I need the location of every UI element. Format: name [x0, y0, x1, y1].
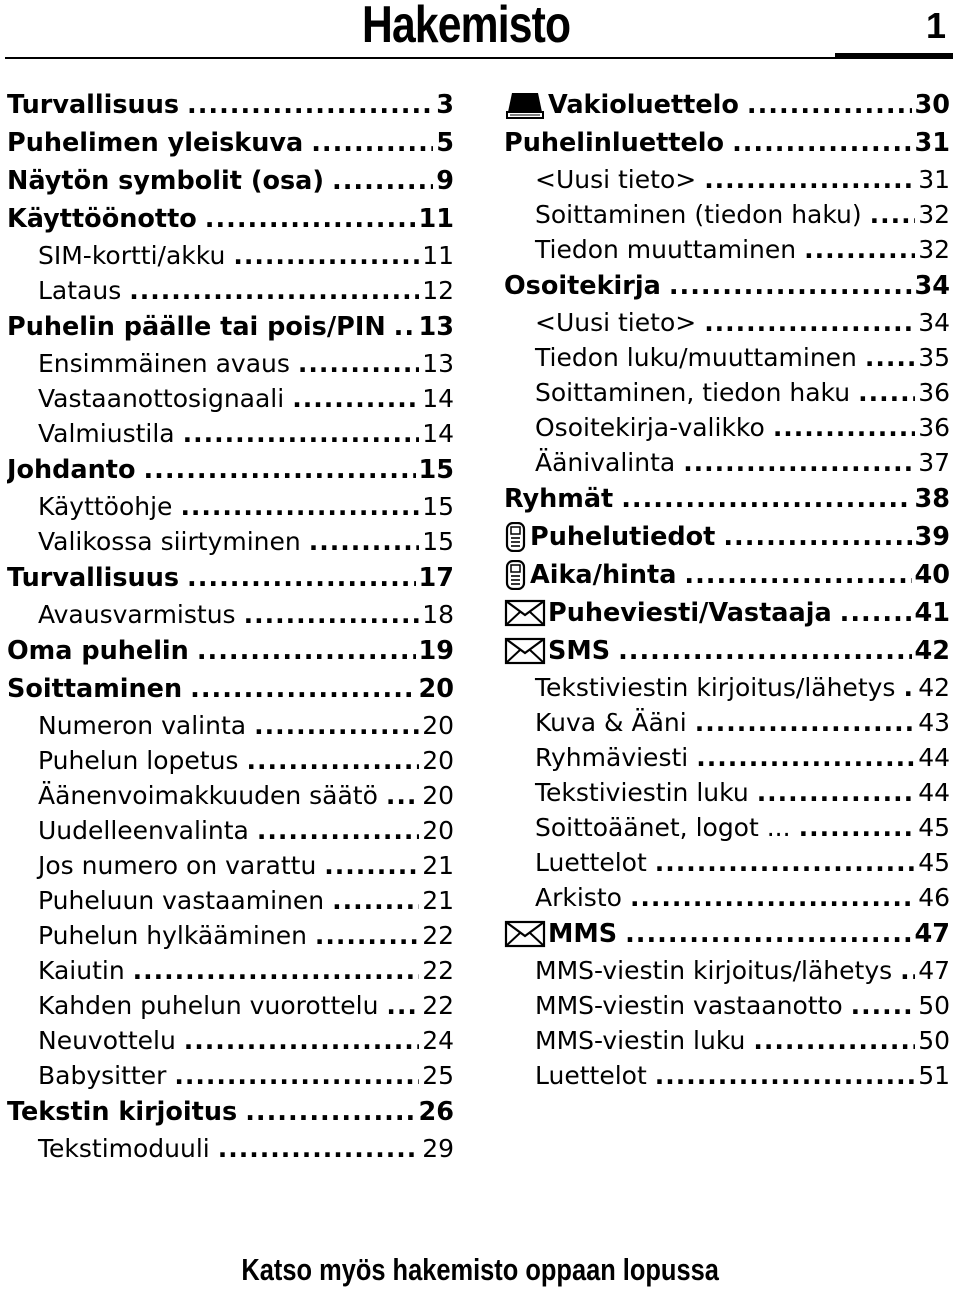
toc-entry-label: Käyttöönotto [7, 204, 197, 234]
toc-entry-label: Soittaminen, tiedon haku [535, 378, 851, 407]
toc-entry [7, 632, 454, 670]
toc-entry [504, 375, 950, 410]
toc-entry [7, 778, 454, 813]
toc-entry-page: 38 [914, 484, 950, 514]
toc-entry-page: 12 [422, 276, 454, 305]
toc-entry-page: 14 [422, 419, 454, 448]
dot-leader [143, 451, 415, 489]
toc-entry-label: Johdanto [7, 455, 136, 485]
dot-leader [804, 232, 915, 267]
toc-entry [504, 845, 950, 880]
toc-entry [504, 162, 950, 197]
toc-entry-page: 22 [422, 921, 454, 950]
toc-entry-label: Tiedon luku/muuttaminen [535, 343, 857, 372]
toc-entry [504, 1023, 950, 1058]
toc-entry-page: 45 [918, 813, 950, 842]
toc-entry-label: Lataus [38, 276, 122, 305]
toc-entry-page: 32 [918, 200, 950, 229]
toc-entry-page: 13 [418, 312, 454, 342]
toc-entry-label: Äänenvoimakkuuden säätö [38, 781, 378, 810]
dot-leader [757, 775, 916, 810]
toc-entry-label: Arkisto [535, 883, 622, 912]
toc-entry [7, 883, 454, 918]
dot-leader [309, 524, 419, 559]
toc-entry [7, 238, 454, 273]
toc-entry-label: Puhelun lopetus [38, 746, 239, 775]
dot-leader [180, 489, 419, 524]
toc-entry-label: Numeron valinta [38, 711, 247, 740]
dot-leader [386, 988, 419, 1023]
toc-entry-page: 11 [418, 204, 454, 234]
toc-column-right [504, 86, 950, 1093]
dot-leader [386, 778, 419, 813]
toc-entry [7, 1058, 454, 1093]
toc-entry-label: Kaiutin [38, 956, 125, 985]
toc-entry-label: <Uusi tieto> [535, 165, 697, 194]
toc-entry-label: Puhelin päälle tai pois/PIN [7, 312, 386, 342]
dot-leader [865, 340, 915, 375]
toc-entry-page: 34 [918, 308, 950, 337]
toc-entry-page: 31 [914, 128, 950, 158]
toc-entry [504, 518, 950, 556]
toc-entry-label: Ryhmäviesti [535, 743, 689, 772]
toc-entry-label: Luettelot [535, 1061, 647, 1090]
toc-entry [504, 124, 950, 162]
dot-leader [655, 1058, 915, 1093]
toc-entry-page: 13 [422, 349, 454, 378]
dot-leader [244, 597, 420, 632]
dot-leader [625, 915, 911, 953]
toc-entry-page: 24 [422, 1026, 454, 1055]
toc-entry [504, 1058, 950, 1093]
toc-entry [504, 705, 950, 740]
toc-entry-label: Näytön symbolit (osa) [7, 166, 325, 196]
toc-entry [504, 267, 950, 305]
toc-entry-page: 26 [418, 1097, 454, 1127]
toc-entry-label: Aika/hinta [530, 560, 677, 590]
toc-entry-label: Vastaanottosignaali [38, 384, 285, 413]
toc-entry-page: 5 [436, 128, 454, 158]
toc-entry [504, 670, 950, 705]
toc-entry-page: 42 [914, 636, 950, 666]
toc-entry-page: 50 [918, 1026, 950, 1055]
toc-entry [7, 670, 454, 708]
dot-leader [292, 381, 419, 416]
dot-leader [630, 880, 915, 915]
toc-entry-page: 40 [914, 560, 950, 590]
toc-entry [504, 740, 950, 775]
toc-entry-label: Jos numero on varattu [38, 851, 317, 880]
toc-entry-label: Äänivalinta [535, 448, 676, 477]
toc-entry [7, 346, 454, 381]
toc-entry [504, 305, 950, 340]
envelope-icon [504, 598, 548, 628]
dot-leader [695, 705, 915, 740]
toc-entry-page: 47 [918, 956, 950, 985]
dot-leader [246, 743, 419, 778]
toc-entry-page: 35 [918, 343, 950, 372]
toc-entry-label: Tekstiviestin luku [535, 778, 749, 807]
dot-leader [870, 197, 916, 232]
toc-entry-page: 22 [422, 991, 454, 1020]
dot-leader [298, 346, 419, 381]
toc-entry [7, 381, 454, 416]
toc-entry [7, 813, 454, 848]
toc-entry [7, 124, 454, 162]
toc-entry-page: 37 [918, 448, 950, 477]
dot-leader [205, 200, 416, 238]
dot-leader [184, 1023, 419, 1058]
toc-entry-page: 32 [918, 235, 950, 264]
toc-entry [7, 559, 454, 597]
toc-entry-page: 21 [422, 851, 454, 880]
dot-leader [799, 810, 916, 845]
toc-entry [7, 451, 454, 489]
toc-entry-page: 47 [914, 919, 950, 949]
dot-leader [684, 556, 911, 594]
dot-leader [732, 124, 911, 162]
toc-entry-page: 39 [914, 522, 950, 552]
toc-entry-page: 20 [422, 711, 454, 740]
toc-entry-label: Neuvottelu [38, 1026, 176, 1055]
toc-entry-page: 15 [422, 492, 454, 521]
dot-leader [669, 267, 912, 305]
dot-leader [696, 740, 915, 775]
toc-entry-label: Luettelot [535, 848, 647, 877]
toc-entry-page: 46 [918, 883, 950, 912]
toc-entry-page: 42 [918, 673, 950, 702]
dot-leader [187, 559, 415, 597]
phonebook-icon [504, 90, 548, 120]
toc-entry-label: Vakioluettelo [548, 90, 739, 120]
toc-entry-page: 44 [918, 743, 950, 772]
dot-leader [704, 305, 915, 340]
toc-entry [7, 200, 454, 238]
toc-entry-page: 20 [422, 746, 454, 775]
toc-entry [504, 410, 950, 445]
toc-entry-page: 21 [422, 886, 454, 915]
toc-entry [7, 708, 454, 743]
toc-entry-page: 34 [914, 271, 950, 301]
toc-entry-page: 36 [918, 378, 950, 407]
dot-leader [840, 594, 912, 632]
toc-entry [7, 848, 454, 883]
toc-entry-page: 15 [418, 455, 454, 485]
toc-entry-label: Puheviesti/Vastaaja [548, 598, 832, 628]
toc-entry-label: SIM-kortti/akku [38, 241, 226, 270]
toc-entry-label: Osoitekirja-valikko [535, 413, 765, 442]
dot-leader [218, 1131, 419, 1166]
toc-entry-page: 43 [918, 708, 950, 737]
toc-entry-label: Ensimmäinen avaus [38, 349, 290, 378]
toc-entry-label: Avausvarmistus [38, 600, 236, 629]
page-title: Hakemisto [362, 0, 571, 54]
toc-entry [7, 489, 454, 524]
toc-entry-label: Puhelinluettelo [504, 128, 725, 158]
dot-leader [324, 848, 419, 883]
toc-entry [504, 632, 950, 670]
toc-entry-label: SMS [548, 636, 611, 666]
dot-leader [233, 238, 419, 273]
toc-entry [7, 1131, 454, 1166]
toc-entry [504, 915, 950, 953]
dot-leader [129, 273, 419, 308]
toc-entry-page: 20 [418, 674, 454, 704]
dot-leader [332, 883, 419, 918]
toc-entry-page: 29 [422, 1134, 454, 1163]
dot-leader [394, 308, 416, 346]
toc-entry [504, 880, 950, 915]
header-rule-thick [835, 53, 953, 59]
toc-entry-label: Soittaminen (tiedon haku) [535, 200, 862, 229]
phone-icon [504, 560, 530, 590]
dot-leader [311, 124, 433, 162]
dot-leader [723, 518, 911, 556]
toc-entry [7, 743, 454, 778]
dot-leader [858, 375, 915, 410]
toc-entry-page: 44 [918, 778, 950, 807]
dot-leader [621, 480, 911, 518]
toc-entry-label: MMS [548, 919, 618, 949]
toc-entry-label: Soittaminen [7, 674, 183, 704]
toc-entry-page: 22 [422, 956, 454, 985]
toc-entry [7, 308, 454, 346]
toc-entry [504, 340, 950, 375]
toc-entry [7, 1023, 454, 1058]
toc-entry [504, 445, 950, 480]
toc-entry [7, 988, 454, 1023]
toc-entry-label: Tekstimoduuli [38, 1134, 210, 1163]
dot-leader [655, 845, 915, 880]
toc-entry [504, 197, 950, 232]
toc-entry-page: 30 [914, 90, 950, 120]
toc-entry-label: Tekstiviestin kirjoitus/lähetys [535, 673, 896, 702]
toc-entry [504, 556, 950, 594]
toc-entry-page: 14 [422, 384, 454, 413]
toc-entry-label: Valikossa siirtyminen [38, 527, 301, 556]
toc-entry-page: 50 [918, 991, 950, 1020]
dot-leader [747, 86, 912, 124]
dot-leader [903, 670, 915, 705]
toc-entry-label: MMS-viestin vastaanotto [535, 991, 843, 1020]
toc-entry-label: MMS-viestin luku [535, 1026, 746, 1055]
toc-entry [7, 86, 454, 124]
toc-entry-label: Valmiustila [38, 419, 175, 448]
toc-entry [7, 1093, 454, 1131]
toc-entry-label: Tekstin kirjoitus [7, 1097, 238, 1127]
toc-entry-label: Kahden puhelun vuorottelu [38, 991, 379, 1020]
toc-entry [504, 953, 950, 988]
toc-entry-page: 51 [918, 1061, 950, 1090]
toc-entry-label: Turvallisuus [7, 563, 180, 593]
toc-entry [504, 810, 950, 845]
dot-leader [190, 670, 415, 708]
footer-note [0, 1250, 960, 1290]
toc-entry [7, 953, 454, 988]
toc-entry-page: 45 [918, 848, 950, 877]
toc-entry-label: Käyttöohje [38, 492, 173, 521]
toc-entry-page: 11 [422, 241, 454, 270]
toc-entry-page: 18 [422, 600, 454, 629]
toc-entry-page: 31 [918, 165, 950, 194]
toc-entry-page: 20 [422, 816, 454, 845]
dot-leader [183, 416, 420, 451]
dot-leader [332, 162, 433, 200]
toc-entry [504, 594, 950, 632]
toc-entry-label: Ryhmät [504, 484, 614, 514]
toc-entry-label: Soittoäänet, logot ... [535, 813, 791, 842]
toc-entry-page: 36 [918, 413, 950, 442]
toc-entry-page: 41 [914, 598, 950, 628]
toc-entry [7, 162, 454, 200]
toc-entry [504, 86, 950, 124]
dot-leader [683, 445, 915, 480]
dot-leader [197, 632, 416, 670]
dot-leader [174, 1058, 419, 1093]
toc-entry-page: 17 [418, 563, 454, 593]
dot-leader [315, 918, 419, 953]
dot-leader [704, 162, 915, 197]
toc-entry-label: Uudelleenvalinta [38, 816, 249, 845]
toc-entry-label: Puhelun hylkääminen [38, 921, 307, 950]
toc-entry-label: Puhelutiedot [530, 522, 716, 552]
toc-entry-label: Tiedon muuttaminen [535, 235, 797, 264]
dot-leader [773, 410, 915, 445]
toc-column-left [7, 86, 454, 1166]
page-number: 1 [925, 5, 946, 46]
toc-entry-page: 19 [418, 636, 454, 666]
toc-entry [504, 988, 950, 1023]
toc-entry [504, 775, 950, 810]
toc-entry-label: Kuva & Ääni [535, 708, 687, 737]
toc-entry-label: Puhelimen yleiskuva [7, 128, 304, 158]
dot-leader [187, 86, 433, 124]
toc-entry-label: <Uusi tieto> [535, 308, 697, 337]
toc-entry [7, 597, 454, 632]
dot-leader [618, 632, 911, 670]
phone-icon [504, 522, 530, 552]
toc-entry-label: Osoitekirja [504, 271, 661, 301]
dot-leader [245, 1093, 415, 1131]
dot-leader [257, 813, 419, 848]
toc-entry [504, 480, 950, 518]
toc-entry-label: Puheluun vastaaminen [38, 886, 325, 915]
toc-entry [7, 918, 454, 953]
toc-entry-label: MMS-viestin kirjoitus/lähetys [535, 956, 893, 985]
dot-leader [133, 953, 420, 988]
toc-entry-label: Turvallisuus [7, 90, 180, 120]
dot-leader [851, 988, 916, 1023]
toc-entry-label: Oma puhelin [7, 636, 189, 666]
envelope-icon [504, 636, 548, 666]
envelope-icon [504, 919, 548, 949]
toc-entry [504, 232, 950, 267]
dot-leader [254, 708, 419, 743]
toc-entry [7, 416, 454, 451]
toc-entry-page: 25 [422, 1061, 454, 1090]
footer-text: Katso myös hakemisto oppaan lopussa [241, 1252, 719, 1287]
dot-leader [900, 953, 915, 988]
toc-entry-page: 9 [436, 166, 454, 196]
toc-entry-label: Babysitter [38, 1061, 167, 1090]
toc-entry [7, 524, 454, 559]
toc-entry [7, 273, 454, 308]
toc-entry-page: 15 [422, 527, 454, 556]
toc-entry-page: 20 [422, 781, 454, 810]
dot-leader [753, 1023, 915, 1058]
header-rule [5, 57, 835, 59]
toc-entry-page: 3 [436, 90, 454, 120]
